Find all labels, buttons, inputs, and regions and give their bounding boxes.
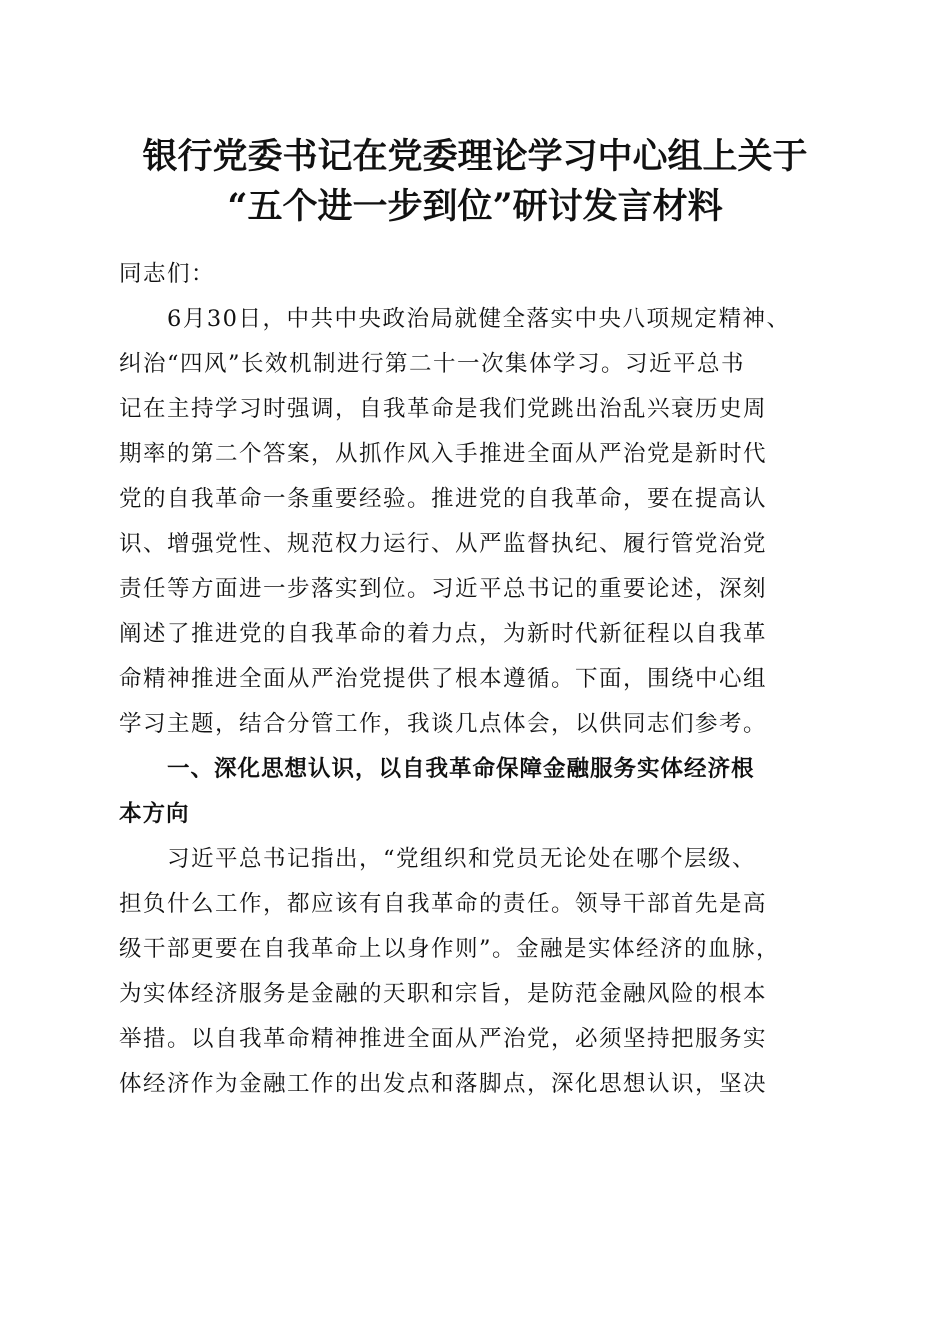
paragraph-1-line: 记在主持学习时强调，自我革命是我们党跳出治乱兴衰历史周: [119, 396, 768, 422]
paragraph-1-line: 命精神推进全面从严治党提供了根本遵循。下面，围绕中心组: [119, 666, 768, 692]
paragraph-1-line: 6月30日，中共中央政治局就健全落实中央八项规定精神、: [167, 306, 791, 332]
paragraph-2-line: 级干部更要在自我革命上以身作则”。金融是实体经济的血脉，: [119, 936, 781, 962]
paragraph-2-line: 体经济作为金融工作的出发点和落脚点，深化思想认识，坚决: [119, 1071, 768, 1097]
paragraph-1-line: 党的自我革命一条重要经验。推进党的自我革命，要在提高认: [119, 486, 768, 512]
document-title: [0, 132, 950, 232]
section-heading-1-line: 一、深化思想认识，以自我革命保障金融服务实体经济根: [167, 756, 755, 782]
paragraph-1-line: 责任等方面进一步落实到位。习近平总书记的重要论述，深刻: [119, 576, 768, 602]
paragraph-1-line: 识、增强党性、规范权力运行、从严监督执纪、履行管党治党: [119, 531, 768, 557]
section-heading-1-line: 本方向: [119, 801, 190, 827]
salutation: 同志们：: [119, 261, 216, 287]
paragraph-2-line: 担负什么工作，都应该有自我革命的责任。领导干部首先是高: [119, 891, 768, 917]
paragraph-2-line: 为实体经济服务是金融的天职和宗旨，是防范金融风险的根本: [119, 981, 768, 1007]
paragraph-1-line: 纠治“四风”长效机制进行第二十一次集体学习。习近平总书: [119, 351, 746, 377]
title-line-2: “五个进一步到位”研讨发言材料: [227, 186, 723, 227]
paragraph-1-line: 阐述了推进党的自我革命的着力点，为新时代新征程以自我革: [119, 621, 768, 647]
paragraph-2-line: 习近平总书记指出，“党组织和党员无论处在哪个层级、: [167, 846, 757, 872]
title-line-1: 银行党委书记在党委理论学习中心组上关于: [142, 136, 808, 177]
paragraph-1-line: 学习主题，结合分管工作，我谈几点体会，以供同志们参考。: [119, 711, 768, 737]
document-body: [119, 252, 831, 1107]
paragraph-2-line: 举措。以自我革命精神推进全面从严治党，必须坚持把服务实: [119, 1026, 768, 1052]
paragraph-1-line: 期率的第二个答案，从抓作风入手推进全面从严治党是新时代: [119, 441, 768, 467]
